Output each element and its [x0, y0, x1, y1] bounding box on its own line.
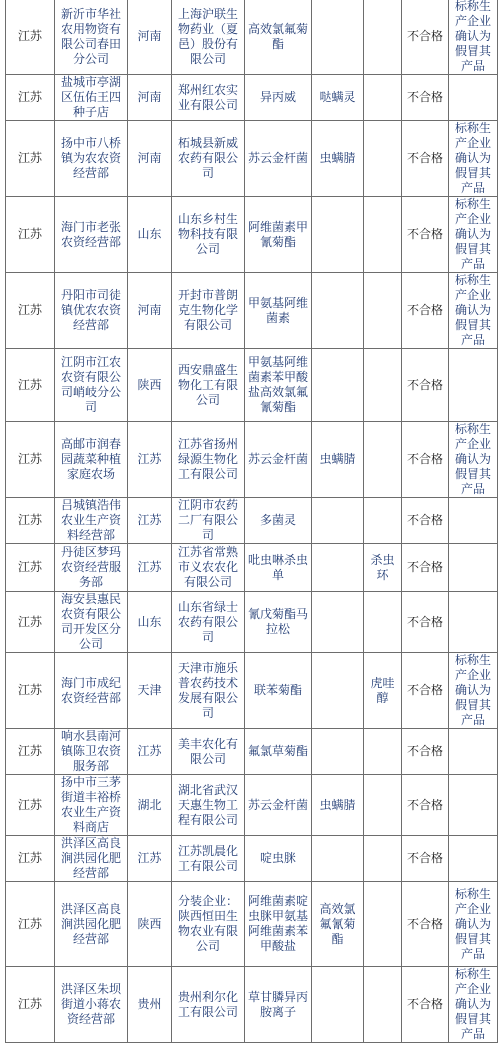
detected-ingredient-cell — [312, 592, 364, 653]
labeled-ingredient-cell: 氰戊菊酯马拉松 — [245, 592, 312, 653]
remark-cell — [449, 544, 498, 592]
detected-ingredient-extra-cell: 杀虫环 — [364, 544, 402, 592]
manufacturer-cell: 湖北省武汉天惠生物工程有限公司 — [172, 775, 245, 836]
manufacturer-cell: 郑州红农实业有限公司 — [172, 75, 245, 121]
remark-cell — [449, 836, 498, 882]
labeled-ingredient-cell: 啶虫脒 — [245, 836, 312, 882]
table-row — [6, 729, 498, 775]
remark-cell: 标称生产企业确认为假冒其产品 — [449, 197, 498, 273]
table-row — [6, 592, 498, 653]
detected-ingredient-cell — [312, 0, 364, 75]
labeled-ingredient-cell: 高效氯氟菊酯 — [245, 0, 312, 75]
detected-ingredient-extra-cell — [364, 121, 402, 197]
province-cell: 江苏 — [6, 422, 55, 498]
remark-cell: 标称生产企业确认为假冒其产品 — [449, 121, 498, 197]
manufacturer-cell: 江阴市农药二厂有限公司 — [172, 498, 245, 544]
result-cell: 不合格 — [402, 349, 449, 422]
result-cell: 不合格 — [402, 273, 449, 349]
manufacturer-cell: 柘城县新威农药有限公司 — [172, 121, 245, 197]
labeled-ingredient-cell: 苏云金杆菌 — [245, 422, 312, 498]
table-row — [6, 121, 498, 197]
detected-ingredient-extra-cell — [364, 967, 402, 1043]
origin-cell: 天津 — [128, 653, 172, 729]
labeled-ingredient-cell: 苏云金杆菌 — [245, 121, 312, 197]
detected-ingredient-cell — [312, 544, 364, 592]
origin-cell: 河南 — [128, 75, 172, 121]
result-cell: 不合格 — [402, 197, 449, 273]
detected-ingredient-extra-cell — [364, 0, 402, 75]
labeled-ingredient-cell: 吡虫啉杀虫单 — [245, 544, 312, 592]
detected-ingredient-cell: 虫螨腈 — [312, 121, 364, 197]
origin-cell: 陕西 — [128, 349, 172, 422]
manufacturer-cell: 西安鼎盛生物化工有限公司 — [172, 349, 245, 422]
detected-ingredient-cell — [312, 836, 364, 882]
province-cell: 江苏 — [6, 197, 55, 273]
seller-cell: 扬中市三茅街道丰裕桥农业生产资料商店 — [55, 775, 128, 836]
labeled-ingredient-cell: 异丙威 — [245, 75, 312, 121]
province-cell: 江苏 — [6, 882, 55, 967]
detected-ingredient-extra-cell: 虎哇醇 — [364, 653, 402, 729]
province-cell: 江苏 — [6, 653, 55, 729]
origin-cell: 山东 — [128, 592, 172, 653]
labeled-ingredient-cell: 甲氨基阿维菌素 — [245, 273, 312, 349]
manufacturer-cell: 美丰农化有限公司 — [172, 729, 245, 775]
detected-ingredient-cell — [312, 653, 364, 729]
detected-ingredient-extra-cell — [364, 882, 402, 967]
detected-ingredient-cell — [312, 967, 364, 1043]
manufacturer-cell: 上海沪联生物药业（夏邑）股份有限公司 — [172, 0, 245, 75]
origin-cell: 陕西 — [128, 882, 172, 967]
province-cell: 江苏 — [6, 0, 55, 75]
result-cell: 不合格 — [402, 544, 449, 592]
origin-cell: 江苏 — [128, 498, 172, 544]
remark-cell — [449, 729, 498, 775]
result-cell: 不合格 — [402, 592, 449, 653]
results-table-body — [6, 0, 498, 1043]
detected-ingredient-cell — [312, 197, 364, 273]
origin-cell: 贵州 — [128, 967, 172, 1043]
origin-cell: 江苏 — [128, 729, 172, 775]
table-row — [6, 273, 498, 349]
manufacturer-cell: 山东省绿士农药有限公司 — [172, 592, 245, 653]
province-cell: 江苏 — [6, 967, 55, 1043]
remark-cell — [449, 775, 498, 836]
province-cell: 江苏 — [6, 775, 55, 836]
detected-ingredient-extra-cell — [364, 836, 402, 882]
detected-ingredient-cell — [312, 729, 364, 775]
table-row — [6, 75, 498, 121]
seller-cell: 响水县南河镇陈卫农资服务部 — [55, 729, 128, 775]
result-cell: 不合格 — [402, 498, 449, 544]
origin-cell: 江苏 — [128, 836, 172, 882]
remark-cell — [449, 592, 498, 653]
manufacturer-cell: 分装企业：陕西恒田生物农业有限公司 — [172, 882, 245, 967]
result-cell: 不合格 — [402, 0, 449, 75]
seller-cell: 海门市成纪农资经营部 — [55, 653, 128, 729]
remark-cell: 标称生产企业确认为假冒其产品 — [449, 422, 498, 498]
table-row — [6, 498, 498, 544]
origin-cell: 湖北 — [128, 775, 172, 836]
remark-cell: 标称生产企业确认为假冒其产品 — [449, 653, 498, 729]
table-row — [6, 0, 498, 75]
seller-cell: 丹阳市司徒镇优农农资经营部 — [55, 273, 128, 349]
manufacturer-cell: 江苏省扬州绿源生物化工有限公司 — [172, 422, 245, 498]
seller-cell: 洪泽区高良涧洪园化肥经营部 — [55, 836, 128, 882]
origin-cell: 河南 — [128, 273, 172, 349]
detected-ingredient-cell: 高效氯氟氰菊酯 — [312, 882, 364, 967]
origin-cell: 河南 — [128, 121, 172, 197]
seller-cell: 海门市老张农资经营部 — [55, 197, 128, 273]
province-cell: 江苏 — [6, 592, 55, 653]
manufacturer-cell: 江苏省常熟市义农农化有限公司 — [172, 544, 245, 592]
province-cell: 江苏 — [6, 273, 55, 349]
manufacturer-cell: 江苏凯晨化工有限公司 — [172, 836, 245, 882]
seller-cell: 洪泽区朱坝街道小蒋农资经营部 — [55, 967, 128, 1043]
detected-ingredient-extra-cell — [364, 498, 402, 544]
table-row — [6, 653, 498, 729]
table-row — [6, 967, 498, 1043]
detected-ingredient-cell: 虫螨腈 — [312, 422, 364, 498]
result-cell: 不合格 — [402, 121, 449, 197]
table-row — [6, 836, 498, 882]
results-table — [5, 0, 498, 1043]
remark-cell: 标称生产企业确认为假冒其产品 — [449, 273, 498, 349]
detected-ingredient-extra-cell — [364, 197, 402, 273]
table-row — [6, 422, 498, 498]
table-row — [6, 544, 498, 592]
detected-ingredient-extra-cell — [364, 775, 402, 836]
result-cell: 不合格 — [402, 836, 449, 882]
remark-cell — [449, 75, 498, 121]
origin-cell: 河南 — [128, 0, 172, 75]
table-row — [6, 349, 498, 422]
labeled-ingredient-cell: 阿维菌素甲氰菊酯 — [245, 197, 312, 273]
labeled-ingredient-cell: 氟氯草菊酯 — [245, 729, 312, 775]
detected-ingredient-extra-cell — [364, 729, 402, 775]
remark-cell — [449, 349, 498, 422]
province-cell: 江苏 — [6, 836, 55, 882]
province-cell: 江苏 — [6, 349, 55, 422]
seller-cell: 丹徒区梦玛农资经营服务部 — [55, 544, 128, 592]
origin-cell: 江苏 — [128, 544, 172, 592]
result-cell: 不合格 — [402, 967, 449, 1043]
labeled-ingredient-cell: 苏云金杆菌 — [245, 775, 312, 836]
labeled-ingredient-cell: 多菌灵 — [245, 498, 312, 544]
detected-ingredient-extra-cell — [364, 273, 402, 349]
detected-ingredient-extra-cell — [364, 422, 402, 498]
result-cell: 不合格 — [402, 729, 449, 775]
detected-ingredient-extra-cell — [364, 349, 402, 422]
detected-ingredient-cell: 虫螨腈 — [312, 775, 364, 836]
manufacturer-cell: 山东乡村生物科技有限公司 — [172, 197, 245, 273]
origin-cell: 山东 — [128, 197, 172, 273]
result-cell: 不合格 — [402, 422, 449, 498]
result-cell: 不合格 — [402, 653, 449, 729]
table-row — [6, 775, 498, 836]
remark-cell: 标称生产企业确认为假冒其产品 — [449, 882, 498, 967]
province-cell: 江苏 — [6, 75, 55, 121]
table-row — [6, 882, 498, 967]
seller-cell: 江阴市江农农资有限公司峭岐分公司 — [55, 349, 128, 422]
manufacturer-cell: 开封市普朗克生物化学有限公司 — [172, 273, 245, 349]
detected-ingredient-cell — [312, 349, 364, 422]
detected-ingredient-extra-cell — [364, 592, 402, 653]
seller-cell: 高邮市润春园蔬菜种植家庭农场 — [55, 422, 128, 498]
labeled-ingredient-cell: 阿维菌素啶虫脒甲氨基阿维菌素苯甲酸盐 — [245, 882, 312, 967]
result-cell: 不合格 — [402, 882, 449, 967]
seller-cell: 海安县惠民农资有限公司开发区分公司 — [55, 592, 128, 653]
seller-cell: 扬中市八桥镇为农农资经营部 — [55, 121, 128, 197]
detected-ingredient-cell — [312, 498, 364, 544]
province-cell: 江苏 — [6, 498, 55, 544]
remark-cell — [449, 498, 498, 544]
detected-ingredient-cell — [312, 273, 364, 349]
labeled-ingredient-cell: 甲氨基阿维菌素苯甲酸盐高效氯氟氰菊酯 — [245, 349, 312, 422]
province-cell: 江苏 — [6, 544, 55, 592]
seller-cell: 盐城市亭湖区伍佑王四种子店 — [55, 75, 128, 121]
seller-cell: 新沂市华社农用物资有限公司春田分公司 — [55, 0, 128, 75]
origin-cell: 江苏 — [128, 422, 172, 498]
manufacturer-cell: 贵州利尔化工有限公司 — [172, 967, 245, 1043]
detected-ingredient-cell: 哒螨灵 — [312, 75, 364, 121]
labeled-ingredient-cell: 草甘膦异丙胺离子 — [245, 967, 312, 1043]
table-row — [6, 197, 498, 273]
result-cell: 不合格 — [402, 775, 449, 836]
seller-cell: 吕城镇浩伟农业生产资料经营部 — [55, 498, 128, 544]
remark-cell: 标称生产企业确认为假冒其产品 — [449, 0, 498, 75]
province-cell: 江苏 — [6, 729, 55, 775]
manufacturer-cell: 天津市施乐普农药技术发展有限公司 — [172, 653, 245, 729]
detected-ingredient-extra-cell — [364, 75, 402, 121]
seller-cell: 洪泽区高良涧洪园化肥经营部 — [55, 882, 128, 967]
result-cell: 不合格 — [402, 75, 449, 121]
remark-cell: 标称生产企业确认为假冒其产品 — [449, 967, 498, 1043]
labeled-ingredient-cell: 联苯菊酯 — [245, 653, 312, 729]
province-cell: 江苏 — [6, 121, 55, 197]
